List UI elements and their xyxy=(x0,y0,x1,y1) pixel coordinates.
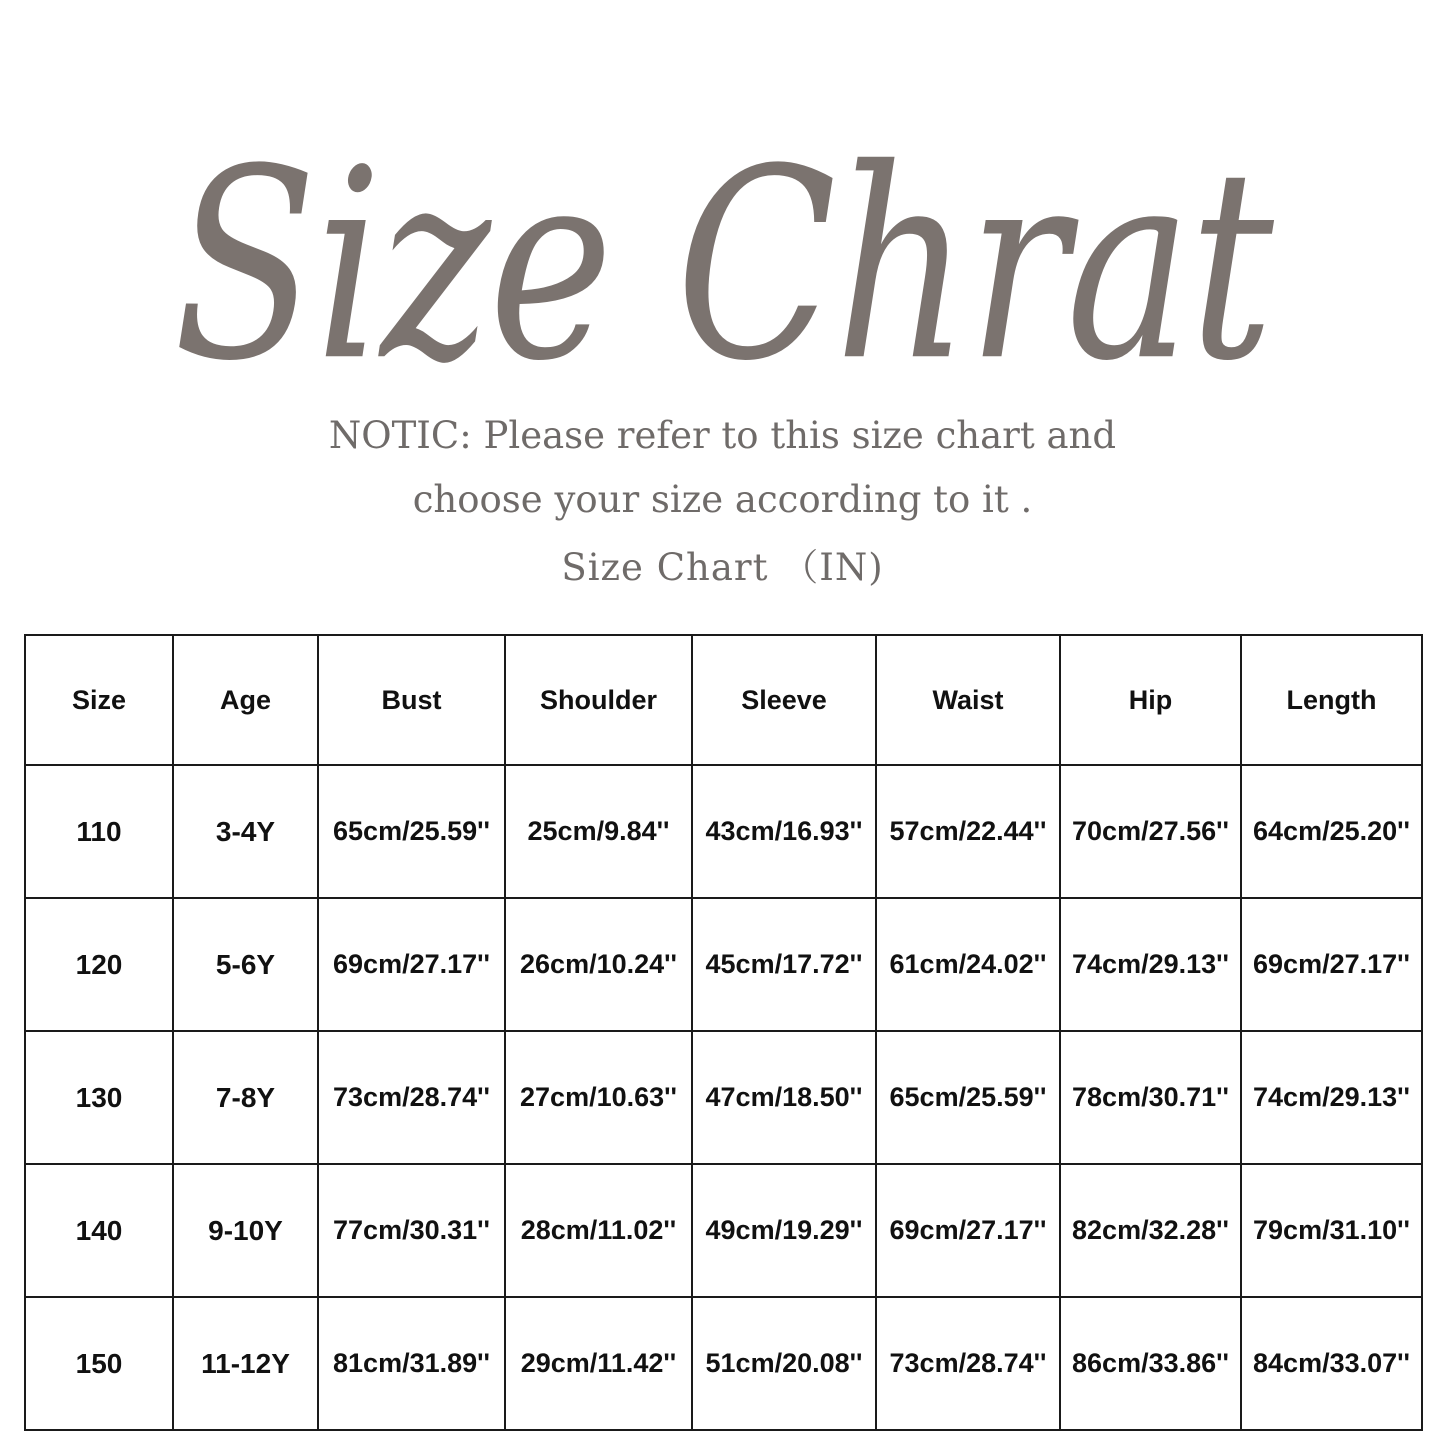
notice-line-2: choose your size according to it . xyxy=(412,477,1033,521)
table-row xyxy=(25,898,1422,1031)
cell-age: 7-8Y xyxy=(173,1031,318,1164)
cell-sleeve: 51cm/20.08'' xyxy=(692,1297,876,1430)
cell-size: 150 xyxy=(25,1297,173,1430)
cell-waist: 73cm/28.74'' xyxy=(876,1297,1060,1430)
cell-age: 11-12Y xyxy=(173,1297,318,1430)
column-header-bust: Bust xyxy=(318,635,505,765)
cell-length: 84cm/33.07'' xyxy=(1241,1297,1422,1430)
cell-size: 140 xyxy=(25,1164,173,1297)
cell-bust: 81cm/31.89'' xyxy=(318,1297,505,1430)
cell-shoulder: 27cm/10.63'' xyxy=(505,1031,692,1164)
column-header-length: Length xyxy=(1241,635,1422,765)
cell-length: 64cm/25.20'' xyxy=(1241,765,1422,898)
cell-size: 120 xyxy=(25,898,173,1031)
notice-text xyxy=(0,404,1445,531)
column-header-waist: Waist xyxy=(876,635,1060,765)
cell-size: 130 xyxy=(25,1031,173,1164)
page-title: Size Chrat xyxy=(173,112,1272,419)
cell-sleeve: 45cm/17.72'' xyxy=(692,898,876,1031)
cell-shoulder: 26cm/10.24'' xyxy=(505,898,692,1031)
size-chart-table-wrapper xyxy=(24,634,1421,1431)
cell-length: 79cm/31.10'' xyxy=(1241,1164,1422,1297)
cell-sleeve: 47cm/18.50'' xyxy=(692,1031,876,1164)
table-row xyxy=(25,1297,1422,1430)
cell-hip: 70cm/27.56'' xyxy=(1060,765,1241,898)
size-chart-table xyxy=(24,634,1423,1431)
table-row xyxy=(25,1031,1422,1164)
table-header-row xyxy=(25,635,1422,765)
cell-waist: 65cm/25.59'' xyxy=(876,1031,1060,1164)
cell-age: 5-6Y xyxy=(173,898,318,1031)
cell-bust: 69cm/27.17'' xyxy=(318,898,505,1031)
cell-age: 3-4Y xyxy=(173,765,318,898)
cell-sleeve: 49cm/19.29'' xyxy=(692,1164,876,1297)
cell-bust: 65cm/25.59'' xyxy=(318,765,505,898)
table-body xyxy=(25,765,1422,1430)
subtitle: Size Chart （IN) xyxy=(561,546,884,590)
cell-size: 110 xyxy=(25,765,173,898)
cell-hip: 78cm/30.71'' xyxy=(1060,1031,1241,1164)
table-row xyxy=(25,765,1422,898)
table-row xyxy=(25,1164,1422,1297)
column-header-size: Size xyxy=(25,635,173,765)
cell-length: 74cm/29.13'' xyxy=(1241,1031,1422,1164)
cell-waist: 57cm/22.44'' xyxy=(876,765,1060,898)
cell-hip: 86cm/33.86'' xyxy=(1060,1297,1241,1430)
column-header-hip: Hip xyxy=(1060,635,1241,765)
cell-hip: 82cm/32.28'' xyxy=(1060,1164,1241,1297)
cell-shoulder: 28cm/11.02'' xyxy=(505,1164,692,1297)
cell-bust: 77cm/30.31'' xyxy=(318,1164,505,1297)
table-header xyxy=(25,635,1422,765)
cell-waist: 69cm/27.17'' xyxy=(876,1164,1060,1297)
column-header-sleeve: Sleeve xyxy=(692,635,876,765)
cell-shoulder: 25cm/9.84'' xyxy=(505,765,692,898)
column-header-age: Age xyxy=(173,635,318,765)
cell-sleeve: 43cm/16.93'' xyxy=(692,765,876,898)
cell-bust: 73cm/28.74'' xyxy=(318,1031,505,1164)
cell-length: 69cm/27.17'' xyxy=(1241,898,1422,1031)
notice-line-1: NOTIC: Please refer to this size chart and xyxy=(328,414,1117,457)
column-header-shoulder: Shoulder xyxy=(505,635,692,765)
cell-waist: 61cm/24.02'' xyxy=(876,898,1060,1031)
cell-age: 9-10Y xyxy=(173,1164,318,1297)
cell-hip: 74cm/29.13'' xyxy=(1060,898,1241,1031)
cell-shoulder: 29cm/11.42'' xyxy=(505,1297,692,1430)
